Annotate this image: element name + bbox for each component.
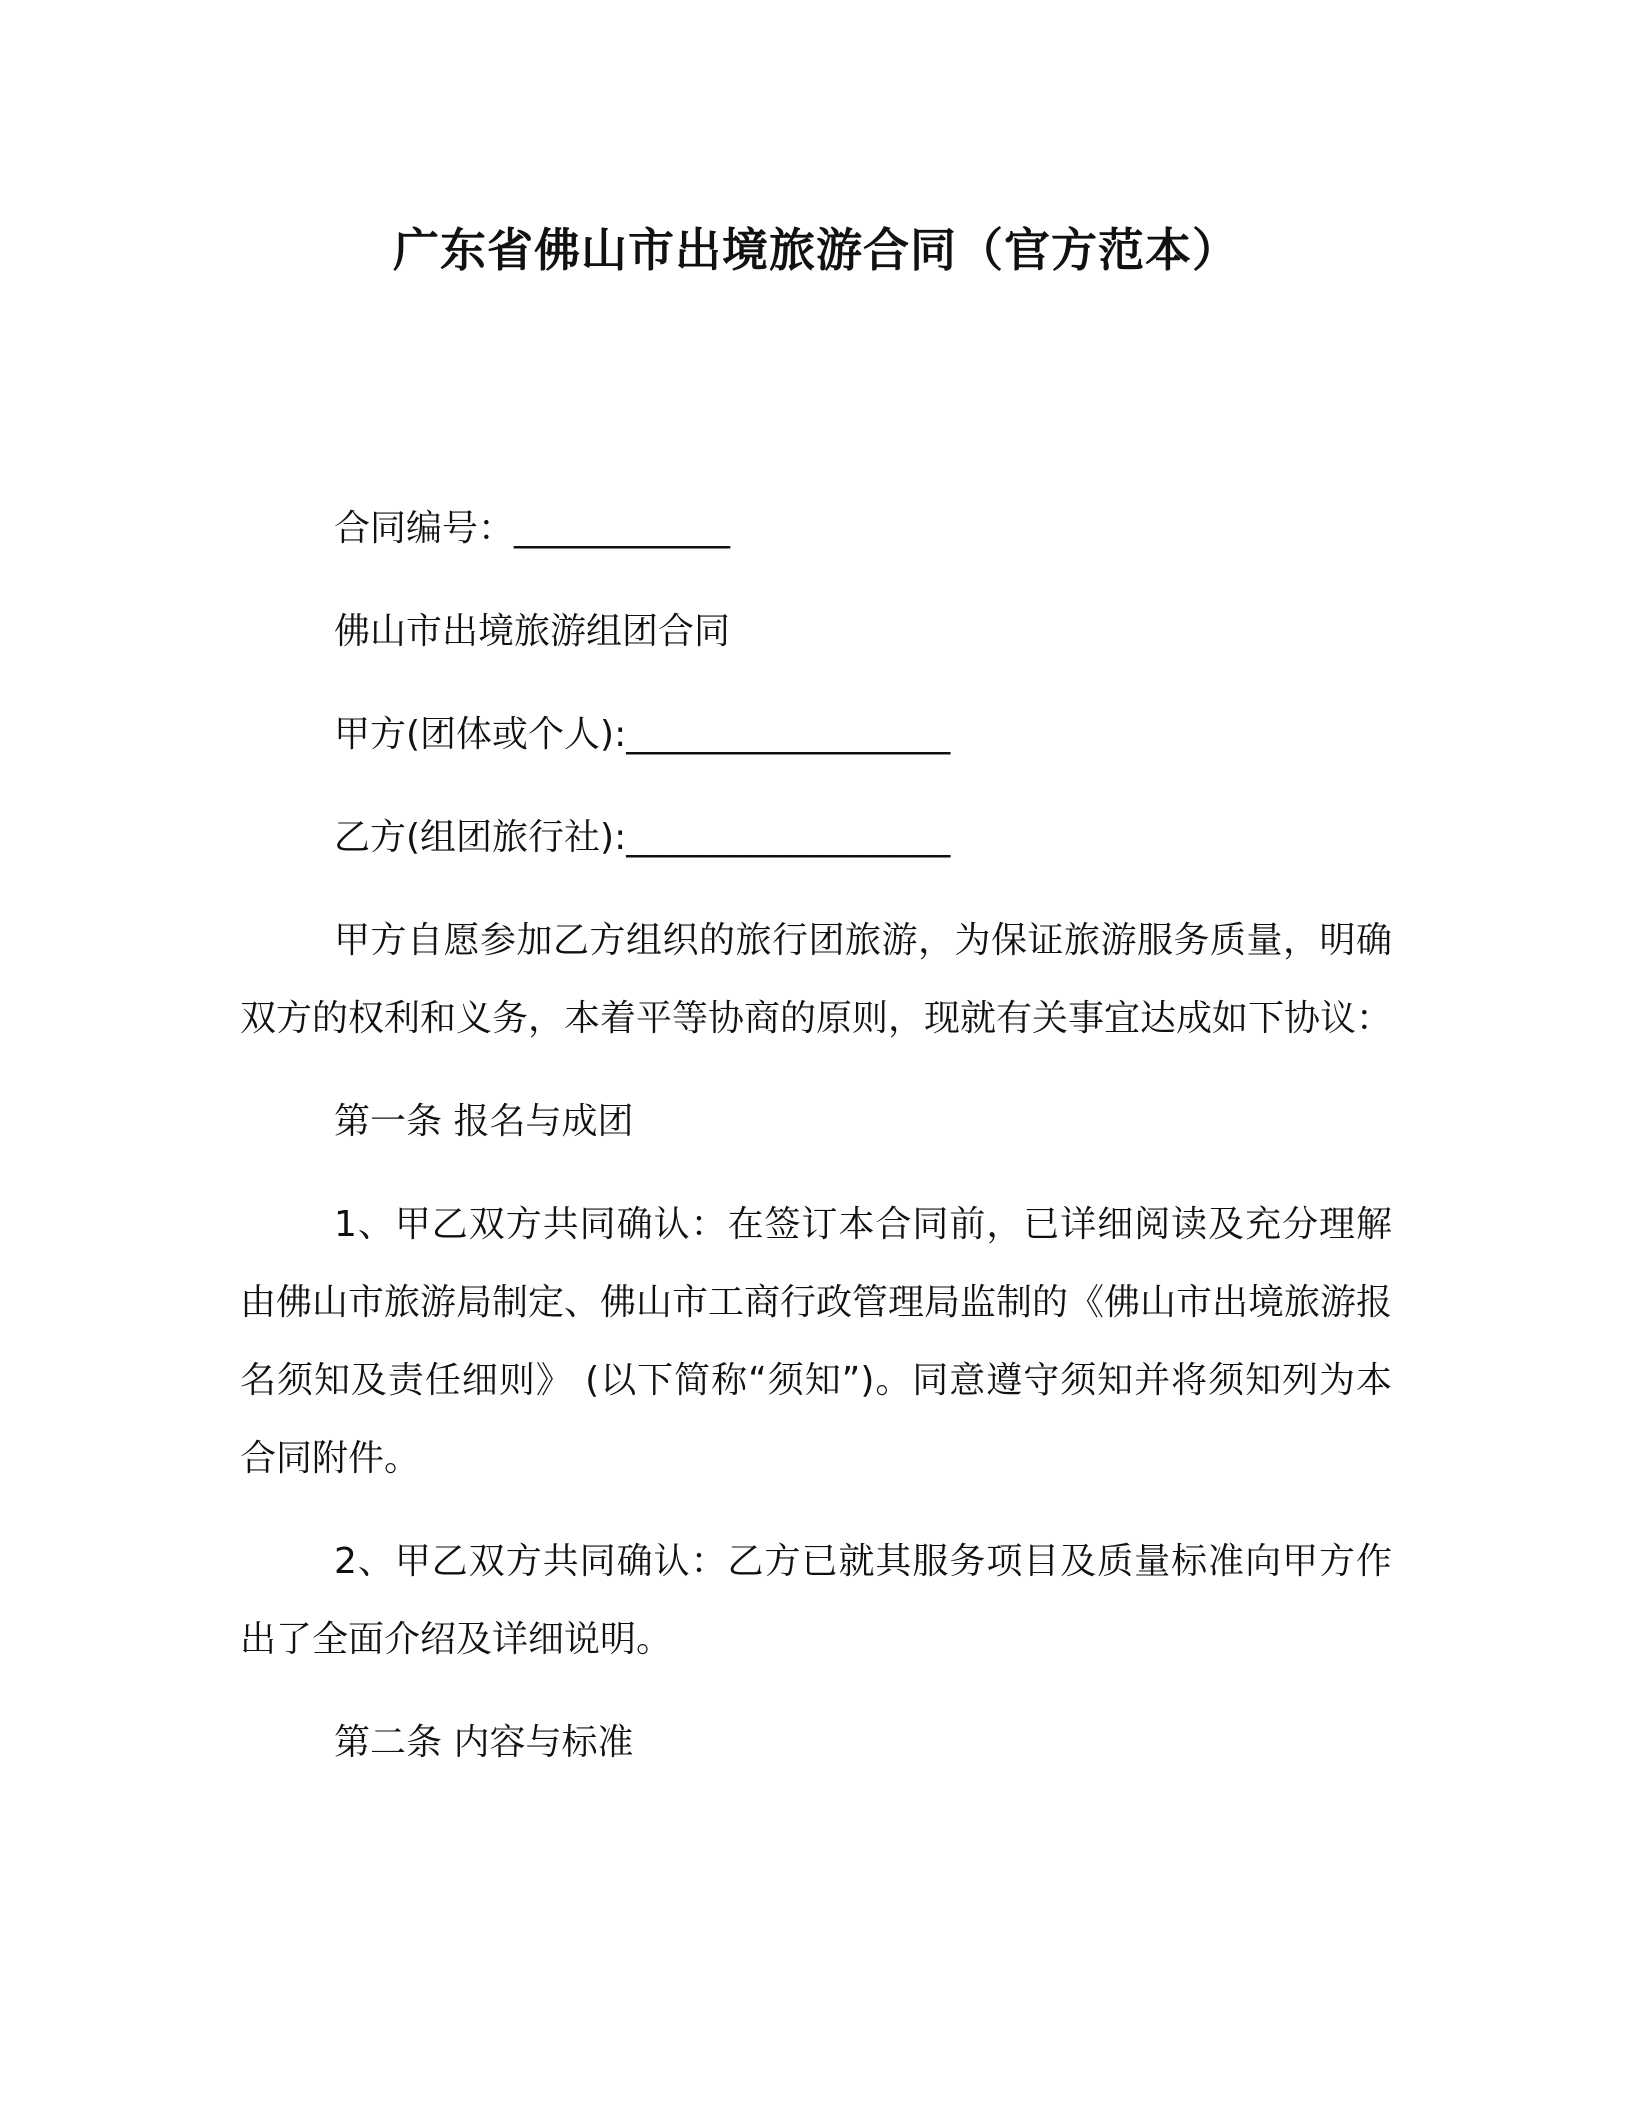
party-b-field: 乙方(组团旅行社):__________________ bbox=[334, 817, 951, 858]
document-body bbox=[240, 490, 1392, 1807]
contract-name: 佛山市出境旅游组团合同 bbox=[334, 611, 731, 652]
party-a-field: 甲方(团体或个人):__________________ bbox=[334, 714, 951, 755]
article-1-heading: 第一条 报名与成团 bbox=[334, 1101, 634, 1142]
contract-number-field: 合同编号：____________ bbox=[334, 508, 731, 549]
article-1-clause-2: 2、甲乙双方共同确认：乙方已就其服务项目及质量标准向甲方作出了全面介绍及详细说明。 bbox=[240, 1541, 1392, 1660]
document-title: 广东省佛山市出境旅游合同（官方范本） bbox=[393, 223, 1239, 277]
article-2-heading: 第二条 内容与标准 bbox=[334, 1722, 634, 1763]
preamble-paragraph: 甲方自愿参加乙方组织的旅行团旅游，为保证旅游服务质量，明确双方的权利和义务，本着平等协商的原则，现就有关事宜达成如下协议： bbox=[240, 920, 1393, 1039]
article-1-clause-1: 1、甲乙双方共同确认：在签订本合同前，已详细阅读及充分理解由佛山市旅游局制定、佛山市工商行政管理局监制的《佛山市出境旅游报名须知及责任细则》 (以下简称“须知”)。同意遵守须知并将须知列为本合同附件。 bbox=[240, 1204, 1393, 1479]
